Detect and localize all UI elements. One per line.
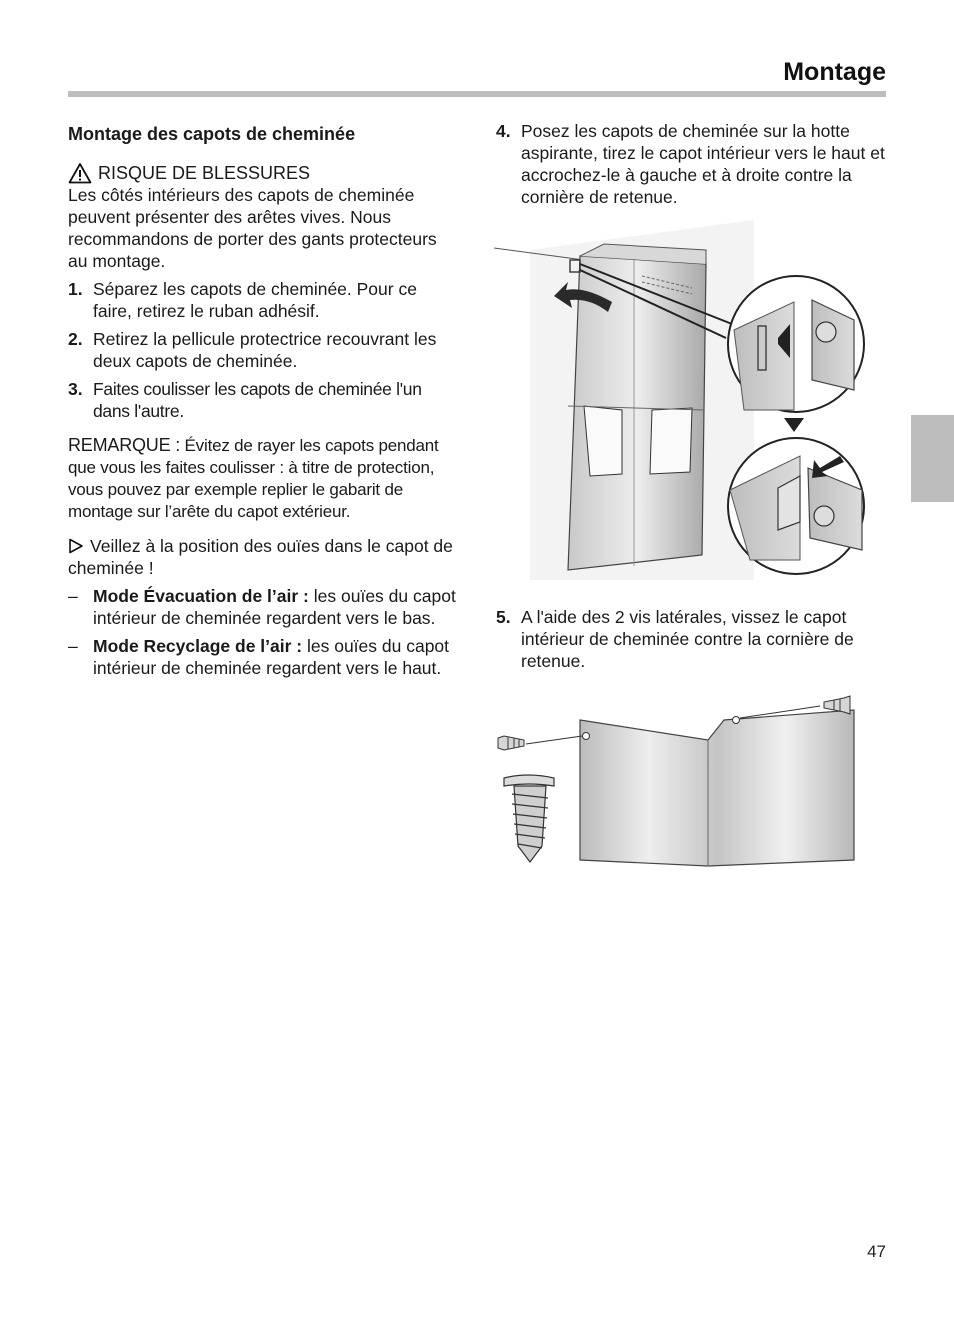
dash-bullet: – (68, 586, 78, 606)
step-number: 2. (68, 329, 83, 349)
warning-text: Les côtés intérieurs des capots de cheminée peuvent présenter des arêtes vives. Nous recommandons de porter des gants protecteurs au montage. (68, 185, 437, 271)
right-column-step5 (496, 606, 888, 672)
instruction-text: Veillez à la position des ouïes dans le capot de cheminée ! (68, 536, 453, 578)
list-item (68, 378, 460, 422)
step-text: Séparez les capots de cheminée. Pour ce faire, retirez le ruban adhésif. (93, 279, 417, 321)
page-title: Montage (783, 58, 886, 86)
chapter-tab (911, 415, 954, 502)
header-divider (68, 91, 886, 97)
mode-description (93, 635, 460, 679)
mode-label: Mode Recyclage de l’air : (93, 636, 303, 656)
mode-text: les ouïes du capot intérieur de cheminée regardent vers le haut. (93, 636, 450, 678)
list-item (496, 606, 888, 672)
note-label: REMARQUE : (68, 435, 181, 455)
mode-label: Mode Évacuation de l’air : (93, 586, 309, 606)
step-number: 4. (496, 121, 511, 141)
left-column (68, 120, 460, 679)
list-item (68, 635, 460, 679)
note-text: Évitez de rayer les capots pendant que vous les faites coulisser : à titre de protection, vous pouvez par exemple replier le gabarit de montage sur l’arête du capot extérieur. (68, 436, 439, 521)
list-item (68, 328, 460, 372)
screw-fixing-illustration (494, 690, 874, 870)
warning-triangle-icon (68, 162, 92, 184)
section-title: Montage des capots de cheminée (68, 124, 356, 144)
step-text: Posez les capots de cheminée sur la hotte aspirante, tirez le capot intérieur vers le haut et accrochez-le à gauche et à droite contre la cornière de retenue. (521, 121, 885, 207)
warning-title: RISQUE DE BLESSURES (98, 163, 311, 183)
instruction-line (68, 535, 460, 579)
warning-heading (68, 162, 460, 184)
mode-description (93, 585, 460, 629)
page-number: 47 (867, 1242, 886, 1261)
step-text: A l'aide des 2 vis latérales, vissez le capot intérieur de cheminée contre la cornière de retenue. (521, 607, 854, 671)
step-text: Faites coulisser les capots de cheminée l'un dans l'autre. (93, 379, 422, 421)
step-number: 5. (496, 607, 511, 627)
right-column (496, 120, 888, 208)
screw-icon (498, 736, 524, 750)
chimney-assembly-illustration (494, 220, 874, 590)
screw-detail-icon (504, 775, 554, 862)
triangle-right-icon (68, 538, 84, 554)
step-number: 3. (68, 379, 83, 399)
list-item (68, 278, 460, 322)
dash-bullet: – (68, 636, 78, 656)
note-block (68, 434, 460, 523)
list-item (68, 585, 460, 629)
list-item (496, 120, 888, 208)
step-text: Retirez la pellicule protectrice recouvrant les deux capots de cheminée. (93, 329, 437, 371)
step-number: 1. (68, 279, 83, 299)
mode-text: les ouïes du capot intérieur de cheminée regardent vers le bas. (93, 586, 456, 628)
